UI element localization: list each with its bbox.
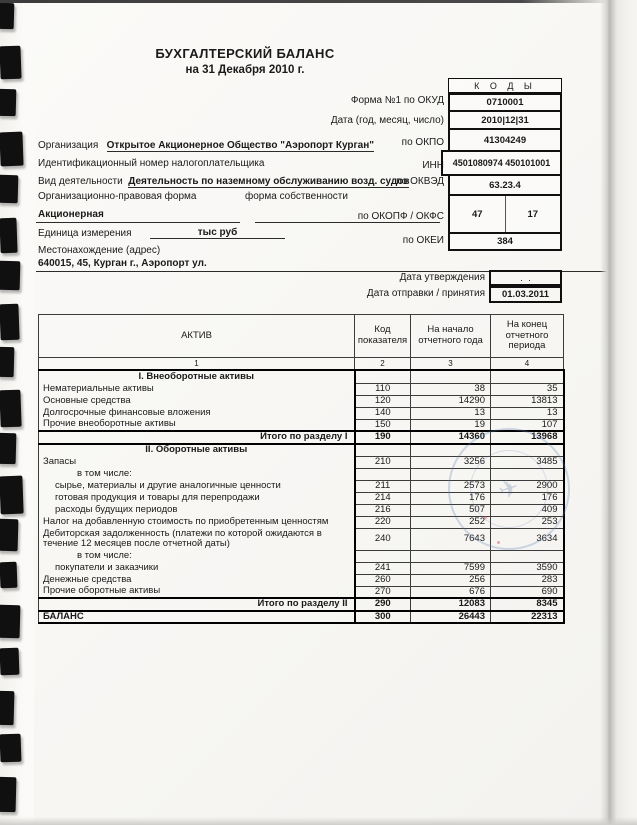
row-code: 120: [355, 395, 411, 407]
page-right-edge-shadow: [600, 0, 637, 825]
row-value-start: 256: [411, 574, 491, 586]
row-value-end: 13813: [491, 395, 564, 407]
table-row: [39, 419, 564, 431]
row-value-end: [491, 550, 564, 562]
col-header-start: На начало отчетного года: [411, 315, 491, 358]
row-label: в том числе:: [39, 550, 355, 562]
col-number-3: 3: [411, 358, 491, 371]
date-value-box: 2010|12|31: [448, 110, 562, 130]
row-code: 220: [355, 517, 411, 529]
row-value-start: 176: [411, 493, 491, 505]
row-value-end: 690: [491, 586, 564, 598]
page-bottom-edge-shadow: [0, 817, 637, 825]
row-label: расходы будущих периодов: [39, 505, 355, 517]
okved-label: по ОКВЭД: [396, 176, 444, 187]
row-value-start: 252: [411, 517, 491, 529]
row-value-end: 283: [491, 574, 564, 586]
row-value-start: 2573: [411, 481, 491, 493]
binding-hole: [0, 347, 14, 377]
row-code: [355, 444, 411, 457]
binding-hole: [0, 3, 14, 29]
organization-label: Организация: [38, 140, 99, 151]
binding-hole: [0, 519, 18, 552]
row-value-start: [411, 370, 491, 383]
row-label: Прочие внеоборотные активы: [39, 419, 355, 431]
column-number-row: [39, 358, 564, 371]
row-value-end: 253: [491, 517, 564, 529]
binding-hole: [0, 648, 19, 676]
okopf-value: 47: [471, 208, 483, 220]
date-label: Дата (год, месяц, число): [330, 115, 444, 126]
binding-hole: [0, 433, 16, 464]
row-value-start: 14360: [411, 431, 491, 444]
table-row: [39, 611, 564, 624]
table-row: [39, 562, 564, 574]
row-code: 210: [355, 457, 411, 469]
binding-hole: [0, 261, 20, 291]
row-value-end: 3590: [491, 562, 564, 574]
table-row: [39, 383, 564, 395]
inn-label: ИНН: [422, 160, 444, 171]
balance-table: [38, 314, 565, 624]
row-value-end: 3634: [491, 529, 564, 550]
page-top-edge-shadow: [0, 0, 614, 3]
row-value-start: 12083: [411, 598, 491, 611]
row-code: [355, 370, 411, 383]
binding-hole: [0, 89, 16, 116]
table-row: [39, 431, 564, 444]
row-code: 216: [355, 505, 411, 517]
row-code: 214: [355, 493, 411, 505]
balance-table-body: [39, 370, 564, 623]
activity-value: Деятельность по наземному обслуживанию возд. судов: [128, 176, 410, 187]
row-value-end: 2900: [491, 481, 564, 493]
row-value-end: [491, 469, 564, 481]
approval-date-label: Дата утверждения: [399, 272, 485, 283]
row-label: готовая продукция и товары для перепродажи: [39, 493, 355, 505]
row-value-start: [411, 550, 491, 562]
binding-hole: [0, 605, 20, 639]
binding-hole: [0, 218, 18, 254]
row-label: Итого по разделу II: [39, 598, 355, 611]
table-row: [39, 550, 564, 562]
approval-date-box: . .: [489, 270, 562, 286]
row-value-end: 3485: [491, 457, 564, 469]
row-code: [355, 550, 411, 562]
okfs-value: 17: [505, 196, 561, 232]
row-value-end: 8345: [491, 598, 564, 611]
table-row: [39, 469, 564, 481]
ownership-label: форма собственности: [245, 191, 348, 202]
col-header-aktiv: АКТИВ: [39, 315, 355, 358]
okei-value-box: 384: [448, 232, 562, 251]
row-value-end: 409: [491, 505, 564, 517]
organization-value: Открытое Акционерное Общество "Аэропорт Курган": [106, 140, 374, 151]
row-label: I. Внеоборотные активы: [39, 370, 355, 383]
binding-hole: [0, 734, 21, 763]
col-number-4: 4: [491, 358, 564, 371]
legal-form-value: Акционерная: [38, 209, 104, 220]
row-label: Нематериальные активы: [39, 383, 355, 395]
row-value-start: 14290: [411, 395, 491, 407]
okopf-okfs-box: [448, 194, 562, 234]
row-value-start: 3256: [411, 457, 491, 469]
row-value-start: 507: [411, 505, 491, 517]
table-row: [39, 457, 564, 469]
binding-hole: [0, 175, 18, 204]
row-code: 290: [355, 598, 411, 611]
col-header-code: Код показателя: [355, 315, 411, 358]
row-value-start: 38: [411, 383, 491, 395]
okud-label: Форма №1 по ОКУД: [350, 95, 444, 106]
row-label: Прочие оборотные активы: [39, 586, 355, 598]
row-code: 260: [355, 574, 411, 586]
organization-line: [38, 140, 374, 151]
row-value-end: [491, 444, 564, 457]
sent-date-box: 01.03.2011: [489, 286, 562, 303]
binding-hole: [0, 562, 17, 589]
table-row: [39, 493, 564, 505]
col-header-end: На конец отчетного периода: [491, 315, 564, 358]
row-value-end: 13: [491, 407, 564, 419]
table-row: [39, 395, 564, 407]
table-row: [39, 586, 564, 598]
binding-hole: [0, 777, 16, 812]
row-value-end: [491, 370, 564, 383]
okpo-value-box: 41304249: [448, 128, 562, 152]
location-label: Местонахождение (адрес): [38, 245, 161, 256]
row-value-end: 176: [491, 493, 564, 505]
binding-hole: [0, 304, 20, 341]
activity-line: [38, 176, 409, 187]
row-value-start: 7599: [411, 562, 491, 574]
inn-value-box: 4501080974 450101001: [441, 150, 562, 176]
ownership-underline: [255, 222, 440, 223]
row-label: II. Оборотные активы: [39, 444, 355, 457]
okopf-label: по ОКОПФ / ОКФС: [357, 211, 444, 222]
table-row: [39, 370, 564, 383]
row-code: 270: [355, 586, 411, 598]
table-header-row: [39, 315, 564, 358]
row-value-start: [411, 444, 491, 457]
document-title: БУХГАЛТЕРСКИЙ БАЛАНС: [155, 46, 335, 61]
row-value-end: 13968: [491, 431, 564, 444]
red-ink-speck: [484, 516, 487, 519]
row-code: 300: [355, 611, 411, 624]
row-code: [355, 469, 411, 481]
legal-form-underline: [36, 222, 240, 223]
table-row: [39, 529, 564, 550]
row-value-start: 26443: [411, 611, 491, 624]
row-label: в том числе:: [39, 469, 355, 481]
row-value-start: 7643: [411, 529, 491, 550]
binding-hole: [0, 691, 14, 725]
row-value-start: [411, 469, 491, 481]
row-value-start: 13: [411, 407, 491, 419]
sent-date-label: Дата отправки / принятия: [366, 288, 485, 299]
row-value-end: 35: [491, 383, 564, 395]
row-value-start: 19: [411, 419, 491, 431]
binding-hole: [0, 390, 22, 428]
row-label: Запасы: [39, 457, 355, 469]
table-row: [39, 481, 564, 493]
binding-hole: [0, 46, 22, 80]
col-number-2: 2: [355, 358, 411, 371]
row-label: Денежные средства: [39, 574, 355, 586]
codes-header-box: К О Д Ы: [448, 78, 562, 93]
row-code: 241: [355, 562, 411, 574]
row-code: 211: [355, 481, 411, 493]
row-label: Дебиторская задолженность (платежи по которой ожидаются в течение 12 месяцев после отчетной даты): [39, 529, 355, 550]
okud-value-box: 0710001: [448, 93, 562, 112]
red-ink-speck: [497, 541, 500, 544]
row-label: сырье, материалы и другие аналогичные ценности: [39, 481, 355, 493]
table-row: [39, 574, 564, 586]
legal-form-label: Организационно-правовая форма: [38, 191, 197, 202]
row-label: Налог на добавленную стоимость по приобретенным ценностям: [39, 517, 355, 529]
row-value-end: 22313: [491, 611, 564, 624]
row-value-end: 107: [491, 419, 564, 431]
unit-label: Единица измерения: [38, 228, 132, 239]
airplane-icon: ✈: [495, 473, 523, 505]
row-label: Долгосрочные финансовые вложения: [39, 407, 355, 419]
row-code: 150: [355, 419, 411, 431]
okei-label: по ОКЕИ: [402, 235, 444, 246]
row-code: 190: [355, 431, 411, 444]
row-label: Основные средства: [39, 395, 355, 407]
row-label: покупатели и заказчики: [39, 562, 355, 574]
binding-hole: [0, 132, 24, 167]
table-row: [39, 407, 564, 419]
row-value-start: 676: [411, 586, 491, 598]
table-row: [39, 444, 564, 457]
table-row: [39, 598, 564, 611]
row-label: БАЛАНС: [39, 611, 355, 624]
okved-value-box: 63.23.4: [448, 174, 562, 196]
row-code: 110: [355, 383, 411, 395]
taxpayer-id-line: Идентификационный номер налогоплательщика: [38, 158, 265, 169]
table-row: [39, 505, 564, 517]
row-label: Итого по разделу I: [39, 431, 355, 444]
document-subtitle: на 31 Декабря 2010 г.: [185, 64, 305, 76]
row-code: 240: [355, 529, 411, 550]
activity-label: Вид деятельности: [38, 176, 123, 187]
binding-hole: [0, 476, 24, 515]
location-value: 640015, 45, Курган г., Аэропорт ул.: [38, 258, 207, 269]
col-number-1: 1: [39, 358, 355, 371]
okpo-label: по ОКПО: [401, 137, 444, 148]
row-code: 140: [355, 407, 411, 419]
unit-value: тыс руб: [150, 227, 285, 239]
